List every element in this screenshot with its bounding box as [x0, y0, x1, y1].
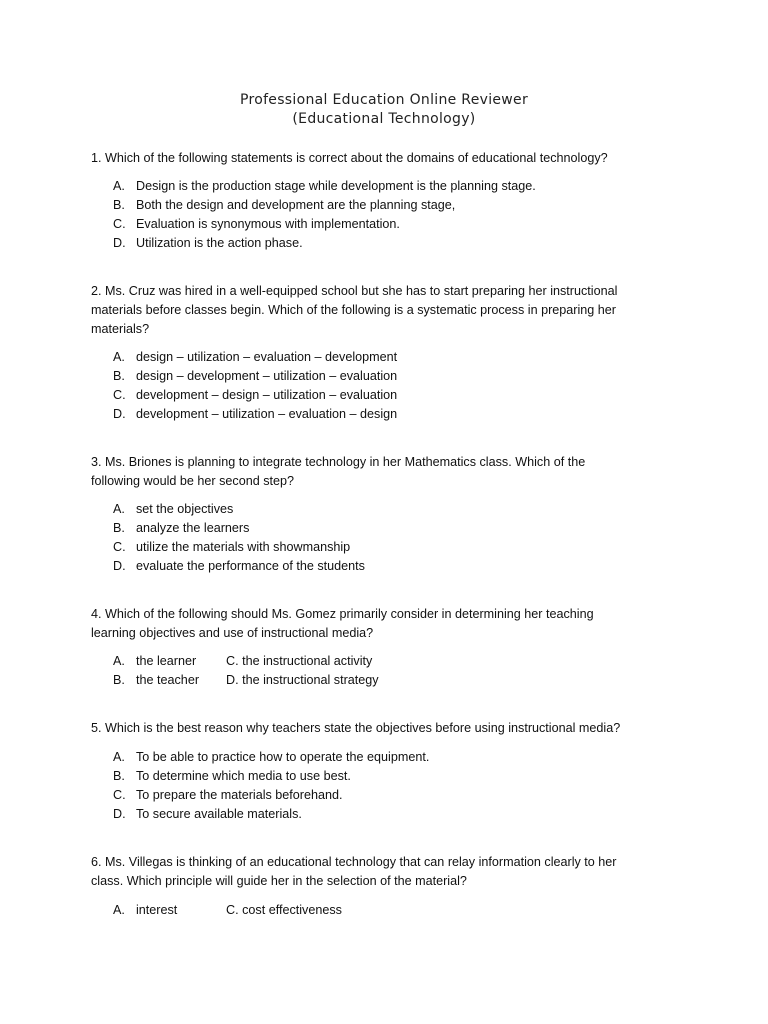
option-item — [113, 805, 429, 824]
option-text: the learner — [136, 654, 197, 668]
option-text: interest — [136, 903, 178, 917]
question-3-options — [113, 500, 365, 576]
question-4-text: 4. Which of the following should Ms. Gomez primarily consider in determining her teaching learning objectives and use of instructional media? — [91, 607, 594, 640]
question-5-text: 5. Which is the best reason why teachers state the objectives before using instructional media? — [91, 721, 621, 735]
option-letter: D. — [113, 559, 126, 573]
option-item — [113, 538, 365, 557]
question-2-options — [113, 348, 397, 424]
option-letter: C. — [113, 540, 126, 554]
option-text: To be able to practice how to operate the equipment. — [136, 750, 430, 764]
option-item — [113, 767, 429, 786]
option-text: Evaluation is synonymous with implementation. — [136, 217, 400, 231]
option-text: Utilization is the action phase. — [136, 236, 303, 250]
option-text: Design is the production stage while development is the planning stage. — [136, 179, 536, 193]
option-text: To secure available materials. — [136, 807, 302, 821]
question-3-text: 3. Ms. Briones is planning to integrate technology in her Mathematics class. Which of the following would be her second step? — [91, 455, 586, 488]
option-text: evaluate the performance of the students — [136, 559, 365, 573]
option-text: To determine which media to use best. — [136, 769, 351, 783]
option-item — [113, 367, 397, 386]
question-2-text: 2. Ms. Cruz was hired in a well-equipped school but she has to start preparing her instructional materials before classes begin. Which of the following is a systematic process in preparing her materials? — [91, 284, 618, 336]
question-1-text: 1. Which of the following statements is correct about the domains of educational technology? — [91, 151, 608, 165]
option-text: To prepare the materials beforehand. — [136, 788, 343, 802]
option-letter: A. — [113, 502, 125, 516]
option-letter: A. — [113, 350, 125, 364]
option-text: analyze the learners — [136, 521, 250, 535]
option-text: Both the design and development are the planning stage, — [136, 198, 456, 212]
option-letter: D. — [113, 807, 126, 821]
option-letter: A. — [113, 654, 125, 668]
option-letter: A. — [113, 903, 125, 917]
option-row — [113, 901, 342, 920]
option-letter: C. — [113, 217, 126, 231]
option-text: C. the instructional activity — [226, 654, 373, 668]
option-text: design – utilization – evaluation – development — [136, 350, 398, 364]
question-5-options — [113, 748, 429, 824]
option-text: development – design – utilization – evaluation — [136, 388, 398, 402]
option-text: C. cost effectiveness — [226, 903, 342, 917]
option-letter: B. — [113, 769, 125, 783]
option-text: D. the instructional strategy — [226, 673, 379, 687]
option-item — [113, 386, 397, 405]
option-item — [113, 196, 536, 215]
option-item — [113, 234, 536, 253]
document-subtitle: (Educational Technology) — [292, 111, 476, 127]
option-text: design – development – utilization – evaluation — [136, 369, 398, 383]
option-text: utilize the materials with showmanship — [136, 540, 351, 554]
option-letter: B. — [113, 198, 125, 212]
option-letter: A. — [113, 179, 125, 193]
option-item — [113, 557, 365, 576]
option-item — [113, 177, 536, 196]
option-text: set the objectives — [136, 502, 234, 516]
option-item — [113, 405, 397, 424]
question-6-options — [113, 901, 342, 920]
option-letter: B. — [113, 673, 125, 687]
option-row — [113, 671, 379, 690]
option-item — [113, 215, 536, 234]
option-letter: D. — [113, 407, 126, 421]
option-text: the teacher — [136, 673, 200, 687]
option-letter: C. — [113, 388, 126, 402]
option-item — [113, 500, 365, 519]
option-item — [113, 519, 365, 538]
option-letter: B. — [113, 369, 125, 383]
option-letter: A. — [113, 750, 125, 764]
option-item — [113, 786, 429, 805]
document-title: Professional Education Online Reviewer — [239, 92, 529, 108]
question-1-options — [113, 177, 536, 253]
option-letter: B. — [113, 521, 125, 535]
question-6-text: 6. Ms. Villegas is thinking of an educational technology that can relay information clearly to her class. Which principle will guide her in the selection of the material? — [91, 855, 617, 888]
option-row — [113, 652, 379, 671]
option-text: development – utilization – evaluation – design — [136, 407, 398, 421]
option-item — [113, 748, 429, 767]
option-letter: D. — [113, 236, 126, 250]
option-letter: C. — [113, 788, 126, 802]
question-4-options — [113, 652, 379, 690]
option-item — [113, 348, 397, 367]
